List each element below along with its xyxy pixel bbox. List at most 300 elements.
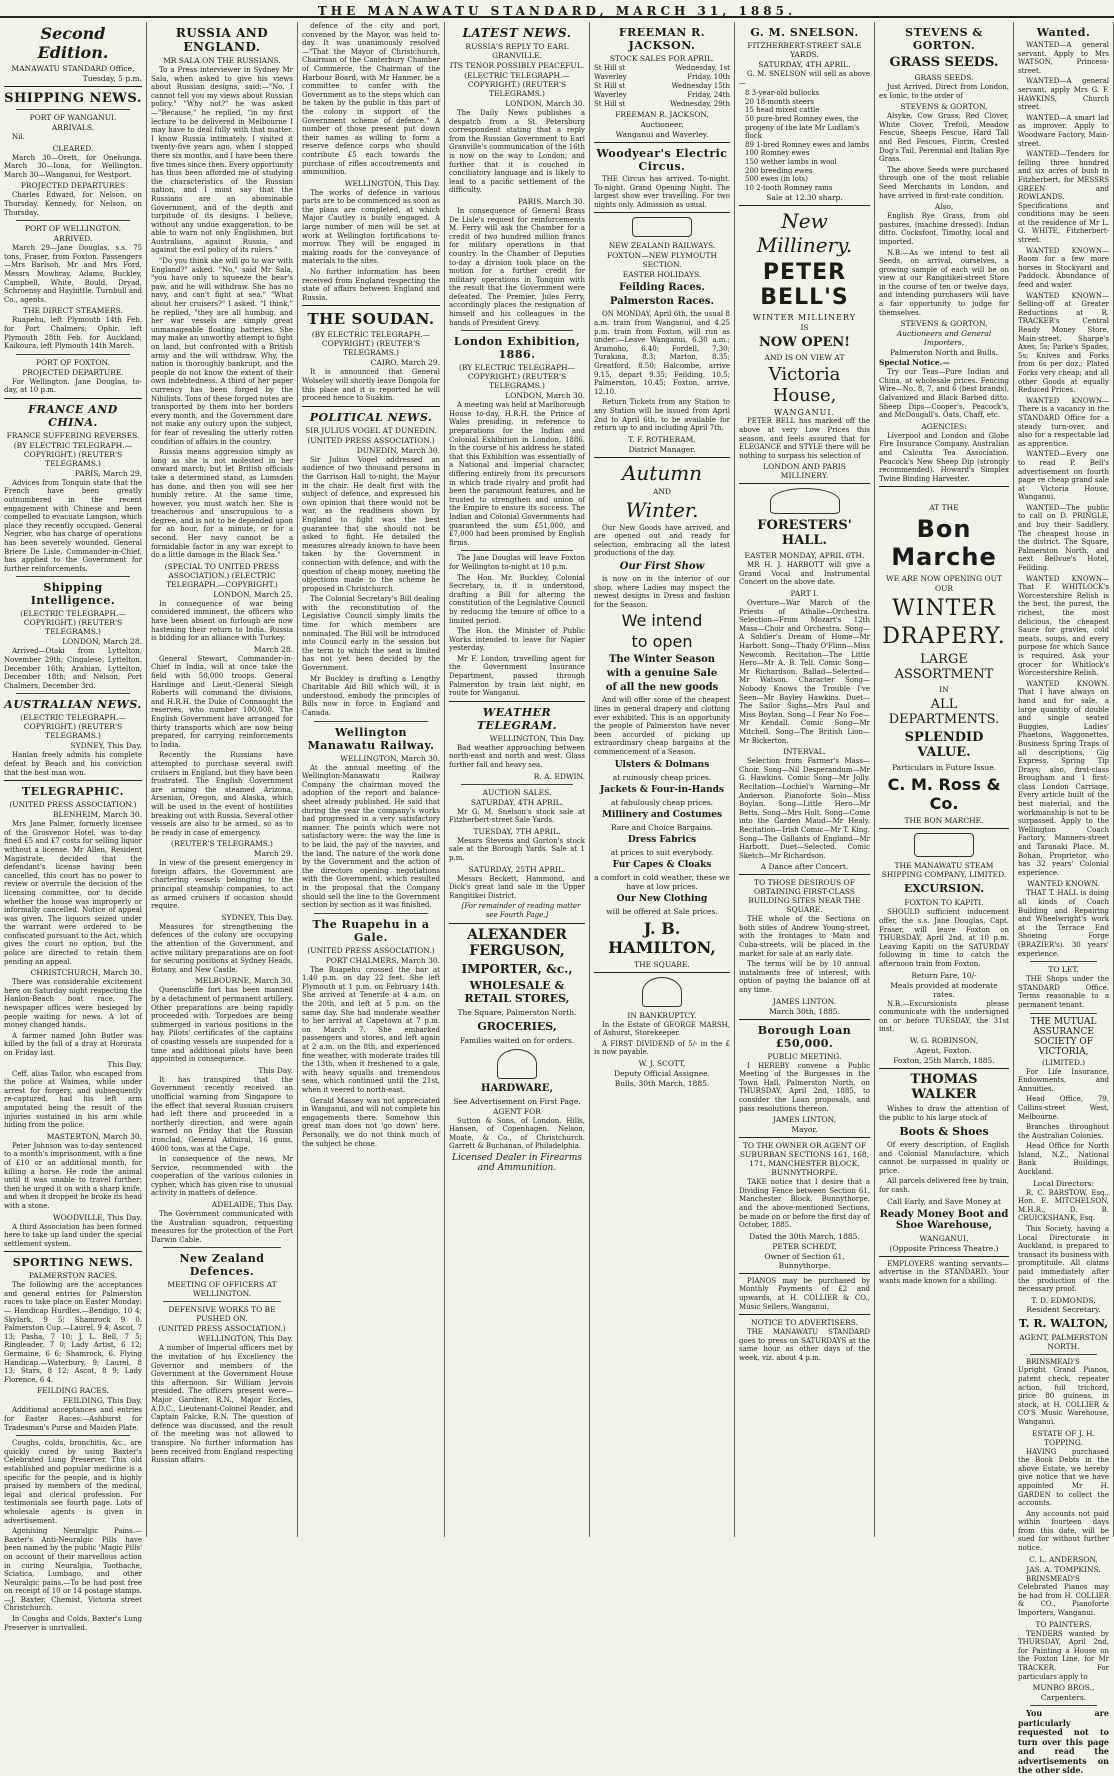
- stock-sales-label: STOCK SALES FOR APRIL.: [609, 54, 715, 63]
- office-line: MANAWATU STANDARD Office,: [11, 64, 135, 73]
- robinson-role: Agent, Foxton.: [916, 1045, 972, 1055]
- topping-text-2: Any accounts not paid within fourteen days from this date, will be sued for without further notice.: [1018, 1509, 1109, 1553]
- office-date: Tuesday, 5 p.m.: [82, 74, 142, 83]
- and-label: AND: [653, 486, 671, 496]
- sg-place: Palmerston North and Bulls.: [889, 348, 999, 358]
- head-1: Head Office, 79, Collins-street West, Melbourne.: [1018, 1095, 1109, 1121]
- tel-date-4: MASTERTON, March 30.: [46, 1131, 142, 1141]
- foresters-title: FORESTERS' HALL.: [757, 518, 852, 549]
- nzr-label: NEW ZEALAND RAILWAYS.: [608, 241, 716, 251]
- auction-sat4: SATURDAY, 4TH APRIL.: [470, 797, 564, 807]
- wanted-2: WANTED—A general servant, apply Mrs G. F. HAWKINS, Church street.: [1018, 77, 1109, 112]
- dunedin-date: DUNEDIN, March 30.: [356, 445, 440, 455]
- jbh-square: THE SQUARE.: [634, 959, 690, 969]
- af-trade: IMPORTER, &c.,: [461, 961, 573, 976]
- grass-title: GRASS SEEDS.: [889, 55, 999, 70]
- local-text-4: Mr F. London, travelling agent for the Government Insurance Department, passed through Palmerston by train last night, en route for Wanganui.: [449, 654, 585, 698]
- march28-date: March 28.: [253, 644, 293, 654]
- latest-paris: PARIS, March 30.: [517, 196, 585, 206]
- arrivals-text: Nil.: [12, 133, 25, 141]
- local-text-2: The Hon. Mr. Buckley, Colonial Secretary, is, it is understood, drafting a Bill for altering the constitution of the Legislative Council by reducing the tenure of office to a limited period.: [449, 573, 585, 625]
- foxton-text: For Wellington. Jane Douglas, to-day, at 10 p.m.: [4, 377, 142, 395]
- sport-text: The following are the acceptances and general entries for Palmerston races to take place on Easter Monday:— Handicap Hurdles.—Bendigo, 10 4; Skylark, 9 5; Shamrock 9 0. Palmerston Cup.—Laurel, 9 4; Ascot, 7 13; Pasha, 7 10; J. L. Bell, 7 5; Ringleader, 7 0; Lady Artist, 6 12; Germaine, 6 6; Shamrock, 6. Flying Handicap.—Waterbury, 9; Laurel, 8 13; Stars, 8 12; Ascot, 8 9; Lady Florence, 6 4.: [4, 1281, 142, 1384]
- lot-item: 500 ewes (in lots): [745, 175, 808, 184]
- linton: JAMES LINTON.: [772, 996, 837, 1006]
- feilding-races-label: FEILDING RACES.: [36, 1386, 110, 1396]
- auction-text-3: Messrs Beckett, Hammond, and Dick's great land sale in the Upper Rangitikei District.: [449, 874, 585, 900]
- to-let-label: TO LET.: [1048, 965, 1079, 975]
- stock-sales-list: [594, 64, 730, 109]
- wellington-date: WELLINGTON, This Day.: [197, 1334, 293, 1344]
- sg-role: Auctioneers and General Importers,: [896, 329, 992, 348]
- stock-sale-place: St Hill st: [594, 82, 626, 90]
- hardware-label: HARDWARE,: [481, 1082, 553, 1094]
- groceries-note: Families waited on for orders.: [459, 1035, 575, 1045]
- shipping-text: Arrived—Otaki from Lyttelton, November 29th; Cingalese, Lyttelton, December 16th; Arabian, Lyttelton, December 18th; and Nelson, Port Chalmers, December 3rd.: [4, 647, 142, 690]
- tel-date-3: This Day.: [107, 1059, 142, 1069]
- melbourne-date: MELBOURNE, March 30.: [195, 976, 293, 986]
- fitz-label: FITZHERBERT-STREET SALE YARDS.: [747, 41, 862, 59]
- stock-sale-place: Waverley: [594, 91, 627, 99]
- view-label: AND IS ON VIEW AT: [764, 353, 845, 363]
- rotheram-role: District Manager.: [628, 444, 696, 454]
- defence-text: A number of Imperial officers met by the invitation of his Excellency the Governor and members of the Government at the Government House this afternoon. Sir William Jervois presided. The officers present were—Major Gardner, R.N., Major Eccles, A.D.C., Lieutenant-Colonel Reader, and Captain Falcke, R.N. The question of defence was discussed, and the result of the meeting was not allowed to transpire. No further information has been received from England respecting Russian affairs.: [151, 1344, 293, 1465]
- dir-text: R. C. BARSTOW, Esq., Hon. E. MITCHELSON, M.H.R., D. B. CRUICKSHANK, Esq.: [1018, 1188, 1109, 1223]
- shipping-tele: (ELECTRIC TELEGRAPH.—COPYRIGHT.) (REUTER'S TELEGRAMS.): [20, 609, 126, 637]
- exhibition-date: LONDON, March 30.: [505, 391, 585, 401]
- this-day-date: This Day.: [258, 1065, 293, 1075]
- colonial-bill-text: The Colonial Secretary's Bill dealing with the reconstitution of the Legislative Council simply limits the time for which members are nominated. The Bill will be introduced into Council early in the session but the term to which the seat is limited has not yet been decided by the Government.: [302, 595, 440, 673]
- tel-text-4: Ceff, alias Tailor, who escaped from the police at Waimea, while under arrest for forgery, and subsequently re-captured, had his left arm amputated being the result of the injuries sustained in his arm while hiding from the police.: [4, 1069, 142, 1130]
- stock-sale-row: [594, 64, 730, 73]
- adelaide-date: ADELAIDE, This Day.: [211, 1200, 293, 1210]
- dress: Dress Fabrics: [627, 834, 697, 845]
- stock-sale-date: Wednesday, 1st: [675, 64, 730, 72]
- sat-label: SATURDAY, 4TH APRIL.: [758, 60, 851, 69]
- pb-text: PETER BELL has marked off the above at very Low Prices this season, and feels assured that for ELEGANCE and STYLE there will be nothing to surpass his selection of: [739, 417, 870, 460]
- intend-title: We intend: [621, 611, 703, 631]
- brinsmead-2: BRINSMEAD'S Celebrated Pianos may be had from H. COLLIER & CO., Pianoforte Importers, Wanganui.: [1018, 1574, 1109, 1618]
- steam-label: THE MANAWATU STEAM SHIPPING COMPANY, LIMITED.: [881, 861, 1007, 880]
- stock-sale-date: Friday, 10th: [687, 73, 730, 81]
- stock-sale-row: [594, 82, 730, 91]
- australian-heading: AUSTRALIAN NEWS.: [4, 698, 142, 712]
- scott-role: Deputy Official Assignee.: [614, 1068, 710, 1078]
- stock-sale-date: Friday, 24th: [687, 91, 730, 99]
- baxter-ad-2: Agonising Neuralgic Pains.—Baxter's Anti-Neuralgic Pills have been named by the public 'Magic Pills' on account of their marvellous action in curing Neuralgia, Toothache, Sciatica, Lumbago, and other Neuralgic pains.—To be had post free on receipt of 10 or 14 postage stamps.—J. Baxter, Chemist, Victoria street Christchurch.: [4, 1527, 142, 1613]
- cairo-date: CAIRO, March 29.: [370, 358, 440, 368]
- ruapehu-upa: (UNITED PRESS ASSOCIATION.): [307, 945, 435, 955]
- ulsters-note: at ruinously cheap prices.: [612, 772, 712, 782]
- call-early: Call Early, and Save Money at: [886, 1196, 1002, 1206]
- winter-title-7: WINTER: [892, 596, 996, 622]
- aus-date: SYDNEY, This Day.: [70, 741, 142, 751]
- granville-sub: RUSSIA'S REPLY TO EARL GRANVILLE.: [465, 42, 569, 60]
- russia-text-3: Russia means aggression simply as long as she is not molested in her onward march; but let British officials take a determined stand, as Lumsden has done, and then you will see her humbly retire. At the same time, however, you must watch her. She is treacherous and unscrupulous to a degree, and is not to be depended upon for an hour, for a minute, or for a second. Her navy cannot be a formidable factor in any war except to do a little damage in the Black Sea.": [151, 448, 293, 560]
- remainder-note: [For remainder of reading matter see Fourth Page.]: [461, 902, 581, 919]
- political-heading: POLITICAL NEWS.: [309, 410, 433, 424]
- foresters-emblem-icon: [770, 488, 840, 514]
- lot-item: 89 1-bred Romney ewes and lambs: [745, 140, 870, 149]
- feilding-date: FEILDING, This Day.: [62, 1396, 142, 1406]
- interval-label: INTERVAL.: [782, 747, 827, 757]
- column-6: [735, 22, 875, 1537]
- royal-arms-icon: [642, 977, 682, 1007]
- ruapehu-date: PORT CHALMERS, March 30.: [325, 955, 440, 965]
- bulls-date: Bulls, 30th March, 1885.: [614, 1078, 710, 1088]
- sg-text-3: The above Seeds were purchased through one of the most reliable Seed Merchants in London, and have arrived in first-rate condition.: [879, 165, 1009, 200]
- aus-tele: (ELECTRIC TELEGRAPH.—COPYRIGHT.) (REUTER'S TELEGRAMS.): [20, 713, 126, 741]
- vogel-sub: SIR JULIUS VOGEL AT DUNEDIN.: [305, 425, 437, 435]
- in-label: IN: [939, 685, 949, 695]
- wanted-12: THAT T. HALL is doing all kinds of Coach Building and Repairing and Wheelwright's work at the Terrace End Shoeing Forge (BRAZIER's). 30 years' experience.: [1018, 889, 1109, 958]
- exhibition-heading: London Exhibition, 1886.: [453, 335, 581, 362]
- jbh-name: J. B. HAMILTON,: [608, 918, 716, 957]
- new-goods: of all the new goods: [605, 682, 719, 694]
- notice-heading: NOTICE TO ADVERTISERS.: [751, 1318, 858, 1328]
- exhibition-tele: (BY ELECTRIC TELEGRAPH—COPYRIGHT.) (REUTER'S TELEGRAMS.): [458, 363, 576, 391]
- circus-heading: Woodyear's Electric Circus.: [596, 147, 728, 173]
- groceries-label: GROCERIES,: [477, 1019, 557, 1033]
- pianos-text: PIANOS may be purchased by Monthly Payments of £2 and upwards, at H. COLLIER & CO., Music Sellers, Wanganui.: [739, 1276, 870, 1311]
- bankruptcy-label: IN BANKRUPTCY.: [627, 1010, 697, 1020]
- tel-text-1: Mrs Jane Palmer, formerly licensee of the Grosvenor Hotel, was to-day fined £5 and £7 costs for selling liquor without a license. Mr Allen, Resident Magistrate, decided that the defendant's license having been cancelled, this court has no power to review or overrule the decision of the licensing committee, nor to decide whether the house was improperly or informally cancelled. Notice of appeal was given. The liquors seized under the warrant were ordered to be confiscated pursuant to the Act, which gives the court no option, but the police are directed to retain them pending an appeal.: [4, 820, 142, 966]
- af-name: ALEXANDER FERGUSON,: [467, 926, 567, 959]
- london-date: LONDON, March 25.: [213, 589, 293, 599]
- dress-note: at prices to suit everybody.: [610, 847, 714, 857]
- walker-text-3: All parcels delivered free by train, for cash.: [879, 1177, 1009, 1195]
- wanted-1: WANTED—A general servant. Apply to Mrs WATSON, Princess-street.: [1018, 41, 1109, 75]
- all-departments: ALL DEPARTMENTS.: [888, 697, 1000, 728]
- tel-assoc: (UNITED PRESS ASSOCIATION.): [9, 800, 137, 810]
- lot-item: 100 Romney ewes: [745, 149, 810, 158]
- snelson-heading: G. M. SNELSON.: [750, 26, 859, 39]
- tel-text-3: A farmer named John Butler was killed by the fall of a dray at Hororata on Friday last.: [4, 1031, 142, 1057]
- mayor: Mayor.: [791, 1125, 818, 1135]
- program1: Overture—War March of the Priests of Athalie—Orchestra. Selection—From Mozart's 12th Mass—Choir and Orchestra. Song—A Soldier's Dream of Home—Mr Harbott. Song—Thady O'Flinn—Miss Newcomb. Recitation—The Little Hero—Mr A. B. Tell. Comic Song—Mr Richardson. Ballad—Selected—Mr Watson. Character Song—Nobody Knows the Trouble I've Seen—Mr Bayley Hawkins. Duet—The Sailor Sighs—Mrs Paul and Miss Boylan. Song—I Fear No Foe—Mr Kendall. Comic Song—Mr Mitchell. Song—The British Lion—Mr Bickerton.: [739, 599, 871, 745]
- train-icon: [632, 217, 692, 237]
- latest-text-2: In consequence of General Brass De Lisle's request for reinforcements M. Ferry will ask the Chamber for a credit of two hundred million francs for military operations in that country. In the Chamber of Deputies to-day a division took place on the motion for a further credit for military operations in Tonquin with the result that the Government were defeated. The Premier, Jules Ferry, accordingly places the resignation of himself and his colleagues in the hands of President Grevy.: [449, 206, 585, 327]
- upa-label-3: (UNITED PRESS ASSOCIATION.): [307, 435, 435, 445]
- winter-millinery: WINTER MILLINERY: [752, 313, 857, 323]
- nzr-text: ON MONDAY, April 6th, the usual 8 a.m. train from Wanganui, and 4.25 p.m. train from Foxton, will run as under:—Leave Wanganui, 6.30 a.m.; Aramoho, 6.40; Fordell, 7.30; Turakina, 8.3; Marton, 8.35; Greatford, 8.50; Halcombe, arrive 9.15, depart 9.35; Feilding, 10.5; Palmerston, 10.45; Foxton, arrive, 12.10.: [594, 310, 730, 396]
- bank-text: In the Estate of GEORGE MARSH, of Ashurst, Storekeeper.: [594, 1020, 730, 1038]
- projected-label: PROJECTED DEPARTURES: [20, 181, 126, 191]
- exc-text-2: N.B.—Excursionists please communicate with the undersigned on or before TUESDAY, the 31st inst.: [879, 999, 1009, 1034]
- charitable-text: Mr Buckley is drafting a Lengthy Charitable Aid Bill which will, it is understood, embody the principles of Bills now in force in England and Canada.: [302, 674, 440, 717]
- aus-text: Hanlan freely admits his complete defeat by Beach and his conviction that the best man won.: [4, 751, 142, 777]
- bon-title: Bon Marche: [891, 515, 997, 572]
- wanted-6: WANTED KNOWN—Selling-off at Greater Reductions at R. TRACKER's Central Ready Money Store, Main-street. Sharpe's Axes, 5s; Parke's Spades, 5s; Knives and Forks from 6s per doz.; Plated Forks very cheap; and all other Goods at equally Reduced Prices.: [1018, 291, 1109, 395]
- linton-text: THE whole of the Sections on both sides of Andrew Young-street, with the frontages to Main and Cuba-streets, will be placed in the market for sale at an early date.: [739, 915, 870, 958]
- lot-item: 200 breeding ewes: [745, 166, 813, 175]
- defence-cont-text: defence of the city and port, convened by the Mayor, was held to-day. It was unanimously resolved—"That the Mayor of Christchurch, Chairman of the Canterbury Chamber of Commerce, the Chairman of the Harbour Board, with Mr Hanmer, be a committee to confer with the Government as to the steps which can be taken by the public in this part of the colony in support of the Government scheme of defence." A number of those present put down their names as willing to form a reserve defence corps who should contribute £5 each towards the purchase of rifles accoutrements and ammunition.: [302, 22, 440, 177]
- easter-mon: EASTER MONDAY, APRIL 6TH.: [744, 551, 865, 561]
- auction-sat25: SATURDAY, 25TH APRIL.: [468, 864, 566, 874]
- stock-sale-date: Wednesday 15th: [671, 82, 730, 90]
- stock-sale-row: [594, 100, 730, 109]
- pb-name: PETER BELL'S: [760, 260, 849, 311]
- shipping-intel-heading: Shipping Intelligence.: [30, 581, 116, 608]
- circus-text: THE Circus has arrived. To-night. To-night. Grand Opening Night. The largest show ever travelling. For two nights only. Admission as usual.: [594, 175, 730, 209]
- sale-text: And will offer some of the cheapest lines in general drapery and clothing ever exhibited. This is an opportunity the people of Palmerston have never been accorded of picking up extraordinary cheap bargains at the commencement of a Season.: [594, 696, 730, 756]
- new-millinery-title: New Millinery.: [756, 209, 853, 258]
- wanted-3: WANTED—A smart lad as improver. Apply to Woodware Factory, Main-street.: [1018, 113, 1109, 148]
- millinery: Millinery and Costumes: [601, 809, 723, 820]
- russia-text-9: Queenscliffe fort has been manned by a detachment of permanent artillery. Other preparations are being rapidly proceeded with. Torpedoes are being submerged in various positions in the bay. Pilots' certificates of the captains of coasting vessels are suspended for a time and additional pilots have been appointed in consequence.: [151, 986, 293, 1064]
- linton-date: March 30th, 1885.: [769, 1006, 840, 1016]
- russia-england-heading: RUSSIA AND ENGLAND.: [175, 26, 269, 54]
- wanted-heading: Wanted.: [1036, 26, 1091, 39]
- peaceful-sub: ITS TENOR POSSIBLY PEACEFUL.: [449, 61, 585, 70]
- tompkins: JAS. A. TOMPKINS.: [1026, 1564, 1101, 1574]
- wanted-11: WANTED KNOWN. That I have always on hand and for sale, a large quantity of double and single seated Buggies, Ladies' Phaetons, Waggonettes, Business Spring Traps of all descriptions, Gig Express, Spring Tip Drays; also, first-class Brougham and 1 first-class London Carriage. Every article built of the best material, and the workmanship is not to be surpassed. Apply to the Wellington Coach Factory, Manners-street and Taranaki Place. M. Bohan, Proprietor, who has 32 years' Colonial experience.: [1018, 679, 1109, 877]
- opposite: (Opposite Princess Theatre.): [889, 1243, 999, 1253]
- france-china-heading: FRANCE AND CHINA.: [28, 402, 118, 429]
- wmr-date: WELLINGTON, March 30.: [340, 753, 440, 763]
- crest-icon: [497, 1049, 537, 1079]
- victoria-house: Victoria House,: [768, 364, 841, 407]
- schedt-date: Dated the 30th March, 1885.: [749, 1231, 860, 1241]
- walker-text: Wishes to draw the attention of the public to his large stock of: [879, 1104, 1009, 1122]
- sale-time: Sale at 12.30 sharp.: [766, 193, 843, 203]
- column-5: [590, 22, 735, 1537]
- steamship-icon: [914, 833, 974, 857]
- agencies-text: Liverpool and London and Globe Fire Insurance Company. Australian and Calcutta Tea Association. Peacock's New Sheep Dip (strongly recommended). Howard's Simplex Twine Binding Harvester.: [879, 431, 1009, 483]
- easter-label: EASTER HOLIDAYS.: [622, 270, 702, 280]
- limited-label: (LIMITED.): [1041, 1057, 1086, 1067]
- auction-text-1: Mr G. M. Snelson's stock sale at Fitzherbert-street Sale Yards.: [449, 807, 585, 825]
- weather-sign: R. A. EDWIN.: [533, 771, 585, 781]
- london-paris: LONDON AND PARIS MILLINERY.: [763, 462, 846, 481]
- jackets-note: at fabulously cheap prices.: [610, 797, 714, 807]
- clothing: Our New Clothing: [616, 893, 708, 904]
- france-sub: FRANCE SUFFERING REVERSES.: [6, 430, 140, 440]
- cleared-text: March 30—Orett, for Onehunga. March 30—Iona, for Wellington. March 30—Wanganui, for Westport.: [4, 153, 142, 179]
- excursion-title: EXCURSION.: [903, 882, 985, 896]
- meeting-text: I HEREBY convene a Public Meeting of the Burgesses in the Town Hall, Palmerston North, on THURSDAY, April 2nd, 1885, to consider the Loan proposals, and pass resolutions thereon.: [739, 1061, 870, 1113]
- special-tele: (SPECIAL TO UNITED PRESS ASSOCIATION.) (ELECTRIC TELEGRAPH.—COPYRIGHT.): [164, 561, 280, 589]
- bon-marche-label: THE BON MARCHE.: [904, 816, 984, 826]
- second-edition-heading: Second Edition.: [37, 24, 109, 62]
- lot-item: 15 head mixed cattle: [745, 106, 820, 115]
- society-text: This Society, having a Local Directorate in Auckland, is prepared to transact its business with promptitude. All claims paid immediately after the production of the necessary proof.: [1018, 1225, 1109, 1294]
- anderson: C. L. ANDERSON,: [1029, 1554, 1098, 1564]
- ready-money: Ready Money Boot and Shoe Warehouse,: [879, 1208, 1009, 1231]
- russia-text-12: The Government communicated with the Australian squadron, requesting measures for the protection of the Port Darwin Cable.: [151, 1210, 293, 1244]
- autumn-title: Autumn: [621, 460, 703, 485]
- robinson-date: Foxton, 25th March, 1885.: [893, 1055, 995, 1065]
- russia-text-1: To a Press interviewer in Sydney Mr Sala, when asked to give his views about Russian designs, said:—"No, I cannot tell you my views about Russian policy." "Why not?" he was asked—"Because," he replied, "in my first lecture to be delivered in Melbourne I may have to deal fully with that matter. I know Russia intimately. I visited it twenty-five years ago, when I stopped there six months, and I have been there five times since then. Every opportunity has thus been afforded me of studying the characteristics of the Russian nation, and I must say that the Russians are an abominable Government, and of the depth and turpitude of its designs. I believe, without any undue exaggeration, to be able to warn not only Englishmen, but Australians, against Russia, and against the evil policy of its rulers.": [151, 66, 293, 255]
- brinsmead-1: BRINSMEAD'S Upright Grand Pianos, patent check, repeater action, full trichord, price 80 guineas, in stock, at H. COLLIER & CO'S Music Warehouse, Wanganui.: [1018, 1357, 1109, 1426]
- exc-text: SHOULD sufficient inducement offer, the s.s. Jane Douglas, Capt. Fraser, will leave Foxton on THURSDAY, April 2nd, at 10 p.m. Leaving Kapiti on the SATURDAY following in time to catch the afternoon train from Foxton.: [879, 908, 1009, 968]
- edmonds: T. D. EDMONDS, Resident Secretary.: [1026, 1295, 1101, 1314]
- baxter-ad-1: Coughs, colds, bronchitis, &c., are quickly cured by using Baxter's Celebrated Lung Preserver. This old established and popular medicine is a specific for the people, and is highly praised by members of the medical, legal and clerical profession. For testimonials see fourth page. Lots of wholesale agents is given in advertisement.: [4, 1439, 142, 1525]
- wanted-9: WANTED—The public to call on D. PRINGLE, and buy their Saddlery. The cheapest house in the district. The Square, Palmerston North, and next Bellvue's Hotel, Feilding.: [1018, 503, 1109, 573]
- telegraphic-heading: TELEGRAPHIC.: [22, 785, 124, 799]
- scott: W. J. SCOTT,: [638, 1058, 686, 1068]
- stock-sale-row: [594, 73, 730, 82]
- desirous: TO THOSE DESIROUS OF OBTAINING FIRST-CLASS BUILDING SITES NEAR THE SQUARE.: [748, 878, 861, 915]
- linton-2: JAMES LINTON,: [772, 1115, 837, 1125]
- borough-loan: Borough Loan £50,000.: [757, 1023, 852, 1050]
- stock-sale-place: St Hill st: [594, 100, 626, 108]
- nzr-text-2: Return Tickets from any Station to any Station will be issued from April 2nd to April 6th, to be available for return up to and including April 7th.: [594, 398, 730, 433]
- wanted-7: WANTED KNOWN—There is a vacancy in the STANDARD Office for a steady turn-over, and also for a respectable lad as apprentice.: [1018, 396, 1109, 448]
- program2: Selection from Farmer's Mass—Choir. Song—Nil Desperandum—Mr G. Hawkins. Comic Song—Mr Jolly. Recitation—Lochiel's Warning—Mr Anderson. Pianoforte Solo—Miss Boylan. Song—Little Hero—Mr Betts. Song—Mrs Holt. Song—Come into the Garden Maud—Mr Healy. Recitation—Irish Comic—Mr T. King. Song—The Gallants of England—Mr Harbott. Duet—Selected. Comic Sketch—Mr Richardson.: [739, 757, 870, 860]
- meals: Meals provided at moderate rates.: [890, 980, 998, 999]
- clothing-note: will be offered at Sale prices.: [606, 906, 718, 916]
- baxter-ad-3: In Coughs and Colds, Baxter's Lung Preserver is unrivalled.: [4, 1615, 142, 1632]
- sala-sub: MR SALA ON THE RUSSIANS.: [163, 56, 281, 65]
- carpenters: Carpenters.: [1040, 1693, 1087, 1703]
- sg-text-2: Alsyke, Cow Grass, Red Clover, White Clover, Trefoil, Meadow Fescue, Sheeps Fescue, Hard Tall and Red Fescues, Fiorin, Crested Dog's Tail, Perennial and Italian Rye Grass.: [879, 112, 1009, 164]
- lot-item: 10 2-tooth Romney rams: [745, 183, 833, 192]
- fj-place: Wanganui and Waverley.: [615, 130, 709, 139]
- tel-date-5: WOODVILLE, This Day.: [52, 1212, 142, 1222]
- sg-name: STEVENS & GORTON,: [900, 102, 988, 112]
- branches: Branches throughout the Australian Colonies.: [1018, 1123, 1109, 1140]
- auction-heading: AUCTION SALES.: [482, 787, 552, 797]
- wanted-5: WANTED KNOWN—Room for a few more horses in Stockyard and Paddock. Abundance of feed and water.: [1018, 246, 1109, 290]
- latest-text-1: The Daily News publishes a despatch from a St. Petersburg correspondent stating that a reply from the Russian Government to Earl Granville's communication of the 16th is now on the way to London; and further that it is couched in conciliatory language and is likely to lead to a pacific settlement of the difficulty.: [449, 109, 585, 195]
- weather-text: Bad weather approaching between north-east and north and west. Glass further fall and heavy sea.: [449, 743, 585, 770]
- fj-heading: FREEMAN R. JACKSON.: [618, 26, 706, 52]
- sg-heading: STEVENS & GORTON.: [905, 26, 983, 52]
- projected-departure-label: PROJECTED DEPARTURE.: [22, 367, 124, 377]
- employers-text: EMPLOYERS wanting servants—advertise in the STANDARD. Your wants made known for a shilling.: [879, 1259, 1009, 1285]
- wanganui-label: WANGANUI.: [773, 408, 836, 418]
- dividend-text: A FIRST DIVIDEND of 5/- in the £ is now payable.: [594, 1039, 730, 1057]
- sg-name-2: STEVENS & GORTON,: [900, 319, 988, 329]
- opening-label: WE ARE NOW OPENING OUT: [886, 574, 1002, 584]
- sporting-heading: SPORTING NEWS.: [12, 1256, 134, 1270]
- also-text: English Rye Grass, from old pastures, (machine dressed). Indian ditto. Cocksfoot, Timothy, local and imported.: [879, 212, 1009, 246]
- agencies-label: AGENCIES:: [921, 421, 967, 431]
- stock-sale-row: [594, 91, 730, 100]
- vogel-text: Sir Julius Vogel addressed an audience of two thousand persons in the Garrison Hall to-night, the Mayor in the chair. He dealt first with the subject of defence, and expressed his own opinion that there would not be war, as the readiness shown by England to fight was the best guarantee that she should not be asked to fight. He detailed the measures already known to have been taken by the Government in connection with defence, and with the question of cheap money, meeting the objections made to the scheme he proposed in Christchurch.: [302, 455, 440, 593]
- particulars: Particulars in Future Issue.: [891, 763, 997, 773]
- russia-text-5: General Stewart, Commander-in-Chief in India, will at once take the field with 50,000 troops. General Hardinge and Lieut.-General Sleigh Roberts will command the divisions, and H.R.H. the Duke of Connaught the reserves, who number 100,000. The English Government have arranged for thirty transports which are now being prepared, for carrying reinforcements to India.: [151, 654, 293, 749]
- sg-text: Just Arrived, Direct from London, ex Ionic, to the order of: [879, 83, 1009, 100]
- column-7: [875, 22, 1014, 1537]
- tel-date-1: BLENHEIM, March 30.: [52, 810, 142, 820]
- special-notice: Special Notice.—: [879, 358, 950, 368]
- winter-season: The Winter Season: [608, 654, 716, 666]
- special-text: Try our Teas—Pure Indian and China, at wholesale prices. Fencing Wire—No. 8, 7, and 6 (best brands), Galvanized and Black Barbed ditto. Sheep Dips—Cooper's, Peacock's, and McDougall's. Oats, Chaff, etc.: [879, 368, 1009, 420]
- hardware-note: See Advertisement on First Page.: [453, 1096, 581, 1106]
- fj-sign: FREEMAN R. JACKSON,: [615, 110, 709, 119]
- wanganui-7: WANGANUI,: [919, 1233, 969, 1243]
- column-3: [298, 22, 445, 1537]
- direct-steamers-text: Ruapehu, left Plymouth 14th Feb. for Port Chalmers; Ophir, left Plymouth 28th Feb. for Auckland; Kaikoura, left Plymouth 14th March.: [4, 316, 142, 351]
- upa-label: (UNITED PRESS ASSOCIATION.): [158, 1324, 286, 1334]
- feilding-text: Additional acceptances and entries for Easter Races:—Ashburst for Tradesman's Purse and Maiden Plate.: [4, 1406, 142, 1432]
- now-open: NOW OPEN!: [759, 335, 850, 351]
- port-wellington: PORT OF WELLINGTON.: [24, 224, 122, 234]
- wanted-10: WANTED KNOWN—That F. WHITLOCK's Worcestershire Relish is the best, the purest, the richest, the most delicious, the cheapest Sauce for gravies, cold meats, soups, and every purpose for which Sauce is required. Ask your grocer for Whitlock's Worcestershire Relish.: [1018, 574, 1109, 678]
- directors-label: Local Directors:: [1032, 1178, 1095, 1188]
- russia-text-10: It has transpired that the Government recently received an unofficial warning from Singapore to the effect that several Russian cruisers had left there and proceeded in a northerly direction, and were again warned on Friday that the Russian ironclad, General Admiral, 16 guns, 4600 tons, was at the Cape.: [151, 1075, 293, 1153]
- wellington-date-2: WELLINGTON, This Day.: [344, 178, 440, 188]
- is-label: IS: [800, 323, 809, 333]
- wanted-8: WANTED—Every one to read P. Bell's advertisement on fourth page re cheap grand sale at Victoria House, Wanganui.: [1018, 450, 1109, 502]
- autumn-text: Our New Goods have arrived, and are opened out and ready for selection, embracing all the latest productions of the day.: [594, 523, 730, 558]
- russia-text-7: In view of the present emergency in foreign affairs, the Government are chartering vessels belonging to the principal steamship companies, to act as armed cruisers if occasion should require.: [151, 859, 293, 911]
- dance-line: A Dance after Concert.: [760, 862, 849, 872]
- schedt-role: Owner of Section 61, Bunnythorpe.: [764, 1251, 845, 1270]
- let-text: THE Shops under the STANDARD Office. Terms reasonable to a permanent tenant.: [1018, 975, 1109, 1009]
- genuine-sale: with a genuine Sale: [606, 668, 718, 680]
- part1-label: PART I.: [790, 589, 819, 599]
- cmross-title: C. M. Ross & Co.: [887, 775, 1001, 814]
- arrived-label: ARRIVED.: [53, 234, 93, 244]
- defensive-sub: DEFENSIVE WORKS TO BE PUSHED ON.: [168, 1305, 276, 1324]
- thomas-walker: THOMAS WALKER: [910, 1071, 978, 1102]
- snelson-text: G. M. SNELSON will sell as above—: [739, 70, 870, 87]
- shipping-date: LONDON, March 28.: [62, 637, 142, 647]
- winter-title: Winter.: [625, 497, 699, 522]
- massey-text: Gerald Massey was not appreciated in Wanganui, and will not complete his engagements there. Somehow this great man does not 'go down' here. Personally, we do not think much of the subject he chose.: [302, 1096, 440, 1148]
- latest-heading: LATEST NEWS.: [462, 26, 572, 40]
- arrived-text: March 29—Jane Douglas, s.s. 75 tons, Fraser, from Foxton. Passengers—Mrs Barlsoh, Mr and Mrs Ford, Messrs Mowbray, Adams, Buckley, Campbell, White, Bould, Dryad, Schroensy and Haybittle. Turnbull and Co., agents.: [4, 244, 142, 304]
- fare: Return Fare, 10/-: [911, 970, 977, 980]
- topping-label: ESTATE OF J. H. TOPPING.: [1032, 1428, 1095, 1447]
- nb-text: N.B.—As we intend to test all Seeds, on arrival, ourselves, a growing sample of each will be on view at our Rangitikei-street Store in the course of ten or twelve days, and intending purchasers will have a fair opportunity to judge for themselves.: [879, 248, 1009, 317]
- splendid-value: SPLENDID VALUE.: [904, 730, 984, 761]
- port-foxton: PORT OF FOXTON.: [35, 357, 110, 367]
- auction-tue7: TUESDAY, 7TH APRIL.: [473, 826, 561, 836]
- public-meeting: PUBLIC MEETING.: [767, 1051, 842, 1061]
- weather-heading: WEATHER TELEGRAM.: [476, 705, 558, 732]
- no-info-text: No further information has been received from England respecting the state of affairs between England and Russia.: [302, 268, 440, 302]
- russia-text-11: In consequence of the news, Mr Service, recommended with the cooperation of the various colonies in cypher, which has given rise to unusual activity in matters of defence.: [151, 1155, 293, 1198]
- topping-text: HAVING purchased the Book Debts in the above Estate, we hereby give notice that we have appointed Mr H. GARDEN to collect the accounts.: [1018, 1447, 1109, 1508]
- tel-text-6: A third Association has been formed here to take up land under the special settlement system.: [4, 1222, 142, 1248]
- palmerston-races-label: PALMERSTON RACES.: [28, 1271, 118, 1281]
- wmr-heading: Wellington Manawatu Railway.: [307, 725, 435, 752]
- our-label: OUR: [934, 584, 954, 594]
- millinery-note: Rare and Choice Bargains.: [611, 822, 713, 832]
- request-text: You are particularly requested not to turn over this page and read the advertisements on the other side.: [1018, 1708, 1109, 1776]
- agent-label: AGENT FOR: [493, 1106, 541, 1116]
- walton-role: AGENT, PALMERSTON NORTH.: [1019, 1332, 1108, 1351]
- snelson-lots: [739, 89, 870, 192]
- latest-tele: (ELECTRIC TELEGRAPH.—COPYRIGHT.) (REUTER'S TELEGRAMS.): [464, 71, 570, 98]
- mutual-title: THE MUTUAL ASSURANCE SOCIETY OF VICTORIA,: [1030, 1016, 1097, 1057]
- stock-sale-date: Wednesday, 29th: [670, 100, 730, 108]
- munro: MUNRO BROS.,: [1032, 1683, 1095, 1693]
- fur-note: a comfort in cold weather, these we have at low prices.: [594, 872, 730, 891]
- cleared-label: CLEARED.: [52, 143, 94, 153]
- notice-text: THE MANAWATU STANDARD goes to press on SATURDAYS at the same hour as other days of the week, viz. about 4 p.m.: [739, 1328, 870, 1362]
- walton: T. R. WALTON,: [1018, 1316, 1109, 1330]
- weather-date: WELLINGTON, This Day.: [489, 733, 585, 743]
- owner-heading: TO THE OWNER OR AGENT OF SUBURBAN SECTIONS 161, 168, 171, MANCHESTER BLOCK, BUNNYTHORPE.: [739, 1141, 870, 1178]
- auction-text-2: Messrs Stevens and Gorton's stock sale at the Borough Yards. Sale at 1 p.m.: [449, 836, 585, 862]
- fj-role: Auctioneer,: [640, 120, 684, 129]
- grass-sub: GRASS SEEDS.: [914, 73, 974, 82]
- france-text: Advices from Tonquin state that the French have been greatly outnumbered in the recent engagement with Chinese and been compelled to evacuate Langson, which place they recently occupied. General Negrier, who has charge of operations has been severely wounded. General Briere De Lisle, Commander-in-Chief, has applied to the Government for further reinforcements.: [4, 478, 142, 573]
- foxton-kapiti: FOXTON TO KAPITI.: [904, 898, 984, 908]
- at-the: AT THE: [929, 503, 959, 513]
- column-8: [1014, 22, 1114, 1776]
- fnp-label: FOXTON—NEW PLYMOUTH SECTION.: [606, 251, 718, 270]
- feilding-races-title: Feilding Races.: [619, 282, 705, 294]
- stock-sale-place: Waverley: [594, 73, 627, 81]
- ulsters: Ulsters & Dolmans: [614, 759, 710, 770]
- open-title: to open: [631, 632, 693, 652]
